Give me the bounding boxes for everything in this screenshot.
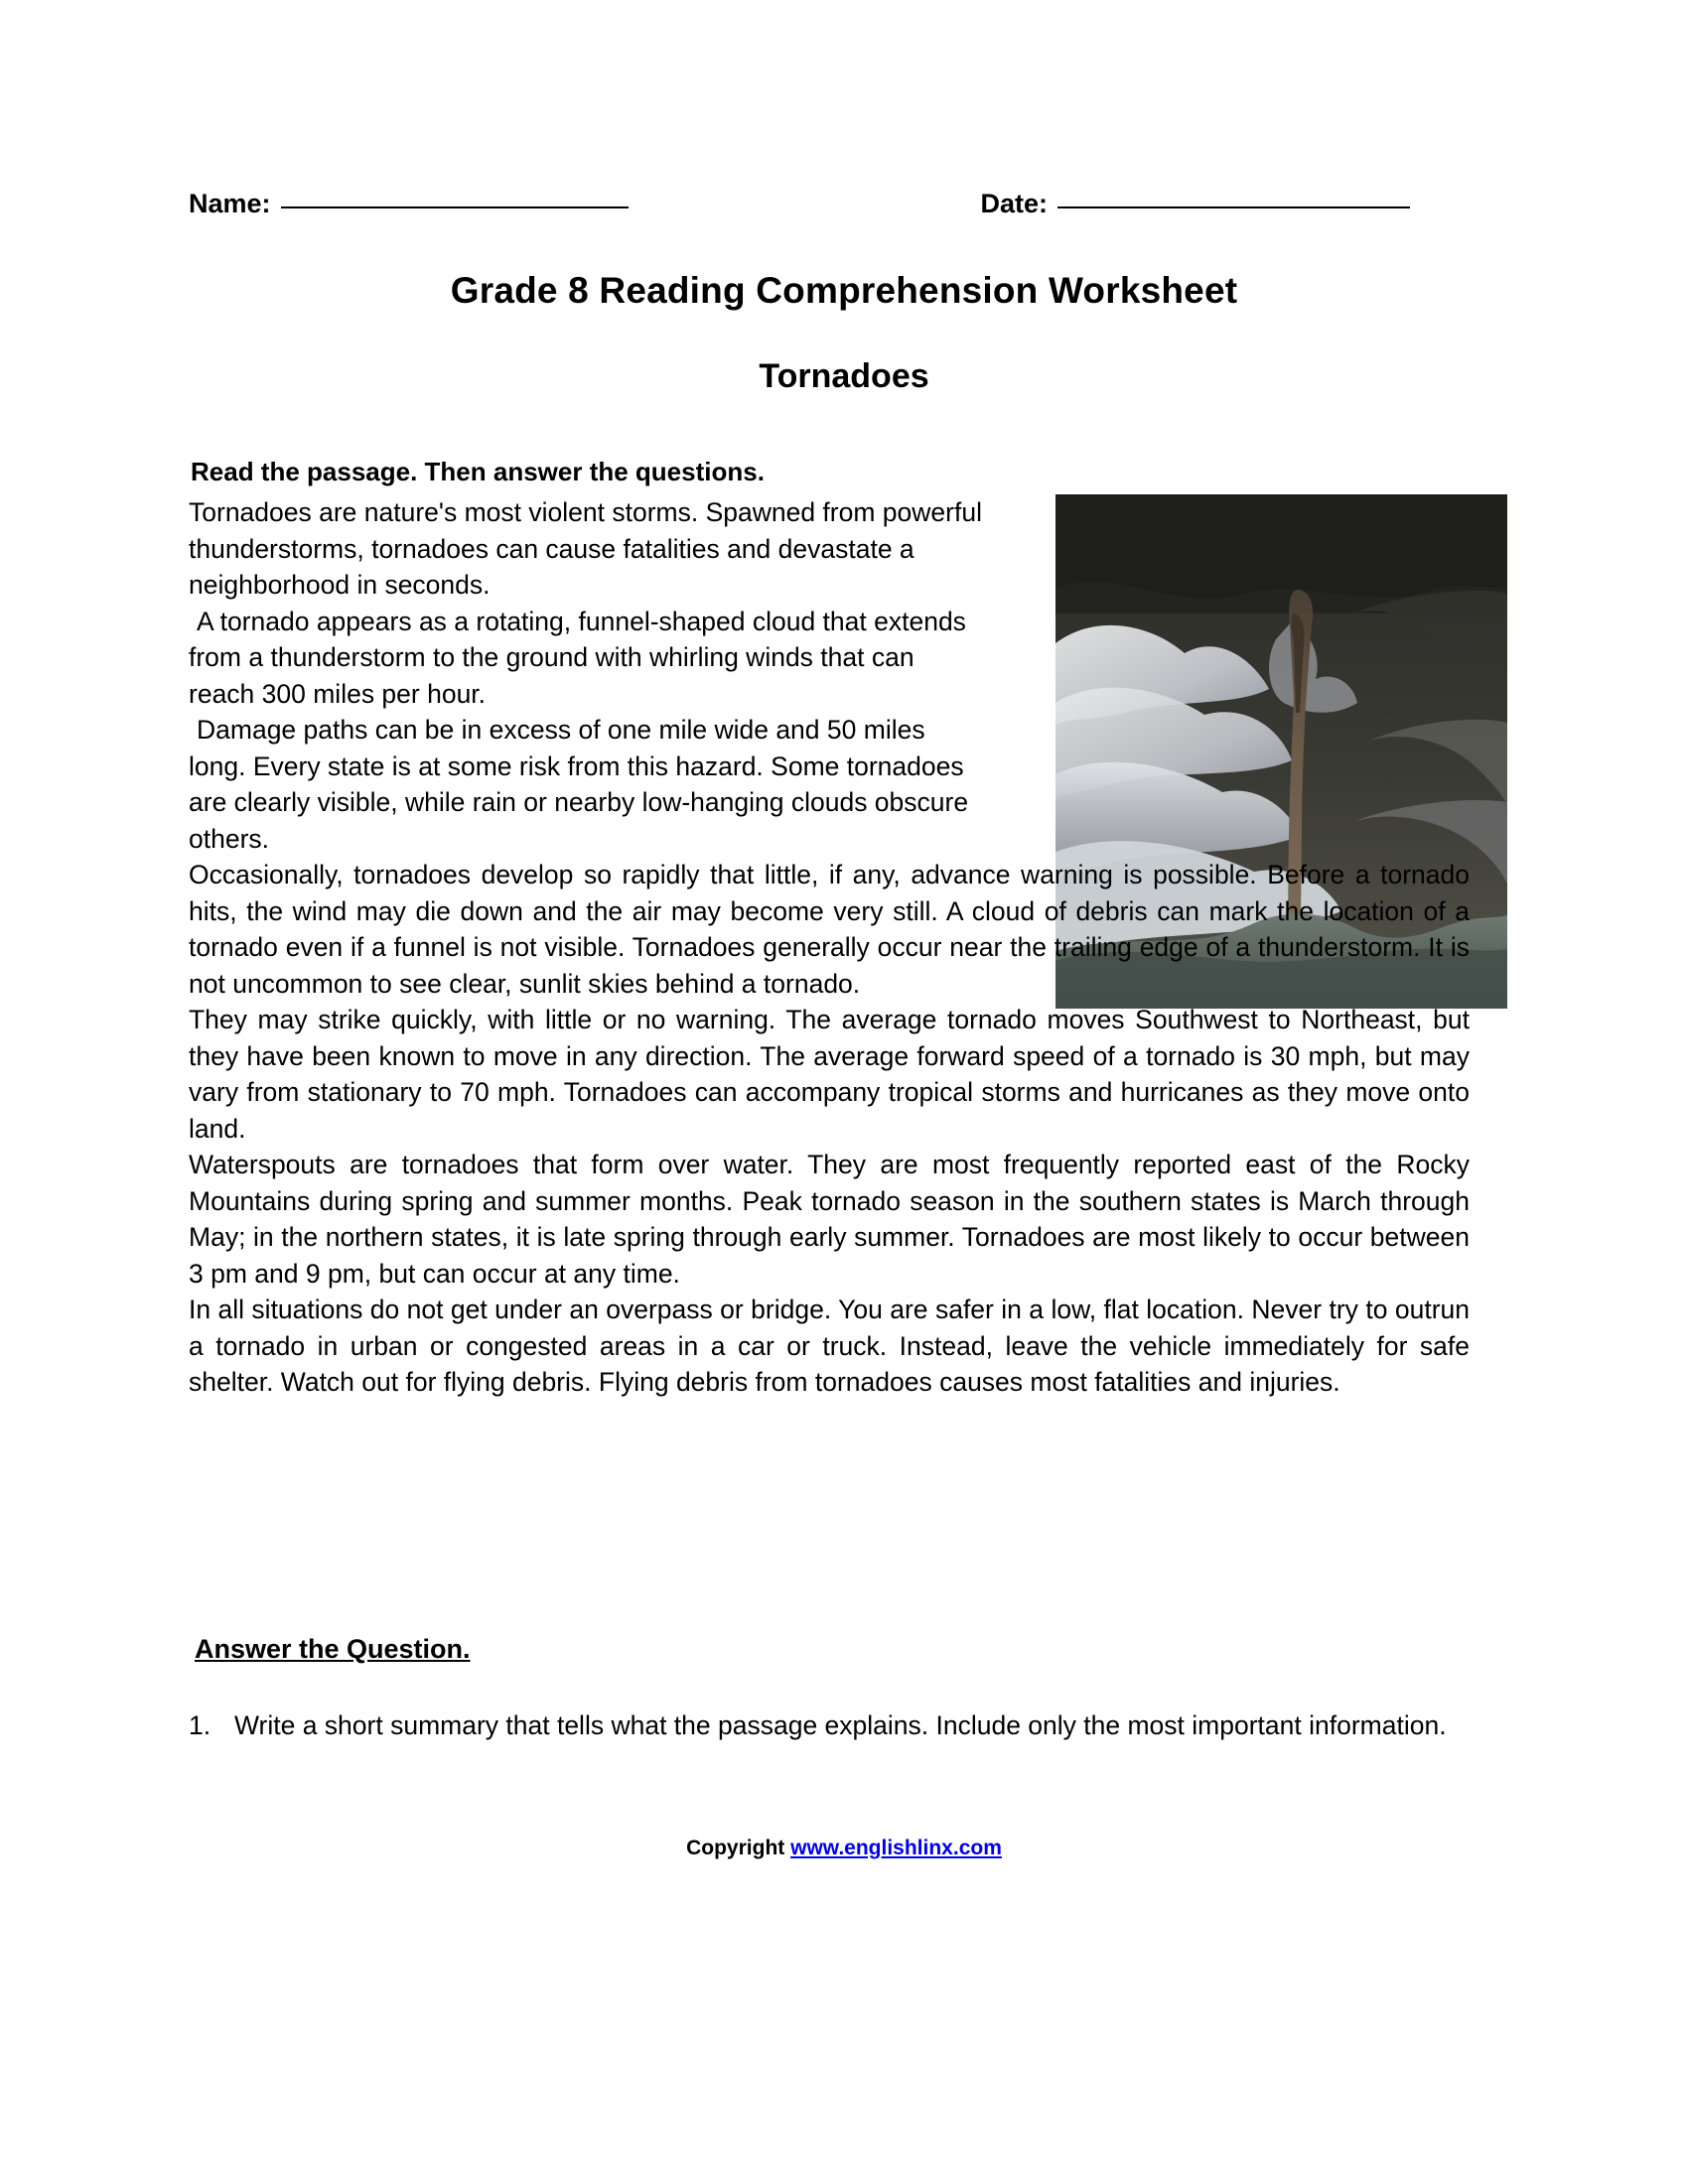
passage-body: [189, 494, 1470, 1401]
passage-paragraph: Damage paths can be in excess of one mile wide and 50 miles long. Every state is at some risk from this hazard. Some tornadoes are clearly visible, while rain or nearby low-hanging clouds obscure others.: [189, 715, 969, 854]
name-label: Name:: [189, 189, 271, 218]
copyright-label: Copyright: [686, 1837, 785, 1859]
question-text: Write a short summary that tells what the passage explains. Include only the most important information.: [234, 1710, 1447, 1740]
passage-paragraph: A tornado appears as a rotating, funnel-shaped cloud that extends from a thunderstorm to the ground with whirling winds that can reach 300 miles per hour.: [189, 606, 966, 709]
passage-paragraph: They may strike quickly, with little or no warning. The average tornado moves Southwest to Northeast, but they have been known to move in any direction. The average forward speed of a tornado is 30 mph, but may vary from stationary to 70 mph. Tornadoes can accompany tropical storms and hurricanes as they move onto land.: [189, 1005, 1470, 1144]
name-blank-line[interactable]: [281, 205, 629, 208]
name-date-row: [189, 189, 1410, 219]
instruction-text: Read the passage. Then answer the questions.: [191, 457, 765, 486]
page-subtitle: Tornadoes: [759, 357, 929, 395]
question-number: 1.: [189, 1710, 211, 1740]
copyright-link[interactable]: www.englishlinx.com: [790, 1837, 1002, 1859]
date-label: Date:: [980, 189, 1048, 218]
passage-paragraph: In all situations do not get under an overpass or bridge. You are safer in a low, flat location. Never try to outrun a tornado in urban or congested areas in a car or truck. Instead, leave the vehicle immediately for safe shelter. Watch out for flying debris. Flying debris from tornadoes causes most fatalities and injuries.: [189, 1295, 1470, 1397]
footer: [0, 1837, 1688, 1860]
page-title: Grade 8 Reading Comprehension Worksheet: [450, 270, 1238, 311]
passage-paragraph: Occasionally, tornadoes develop so rapidly that little, if any, advance warning is possible. Before a tornado hits, the wind may die down and the air may become very still. A cloud of debris can mark the location of a tornado even if a funnel is not visible. Tornadoes generally occur near the trailing edge of a thunderstorm. It is not uncommon to see clear, sunlit skies behind a tornado.: [189, 860, 1470, 999]
date-blank-line[interactable]: [1057, 205, 1410, 208]
name-field[interactable]: [189, 189, 629, 219]
list-item: [189, 1707, 1470, 1744]
passage-paragraph: Tornadoes are nature's most violent storms. Spawned from powerful thunderstorms, tornadoes can cause fatalities and devastate a neighborhood in seconds.: [189, 497, 982, 600]
passage-paragraph: Waterspouts are tornadoes that form over water. They are most frequently reported east of the Rocky Mountains during spring and summer months. Peak tornado season in the southern states is March through May; in the northern states, it is late spring through early summer. Tornadoes are most likely to occur between 3 pm and 9 pm, but can occur at any time.: [189, 1150, 1470, 1289]
question-list: [189, 1707, 1470, 1744]
date-field[interactable]: [980, 189, 1410, 219]
answer-section-heading: Answer the Question.: [195, 1634, 471, 1664]
